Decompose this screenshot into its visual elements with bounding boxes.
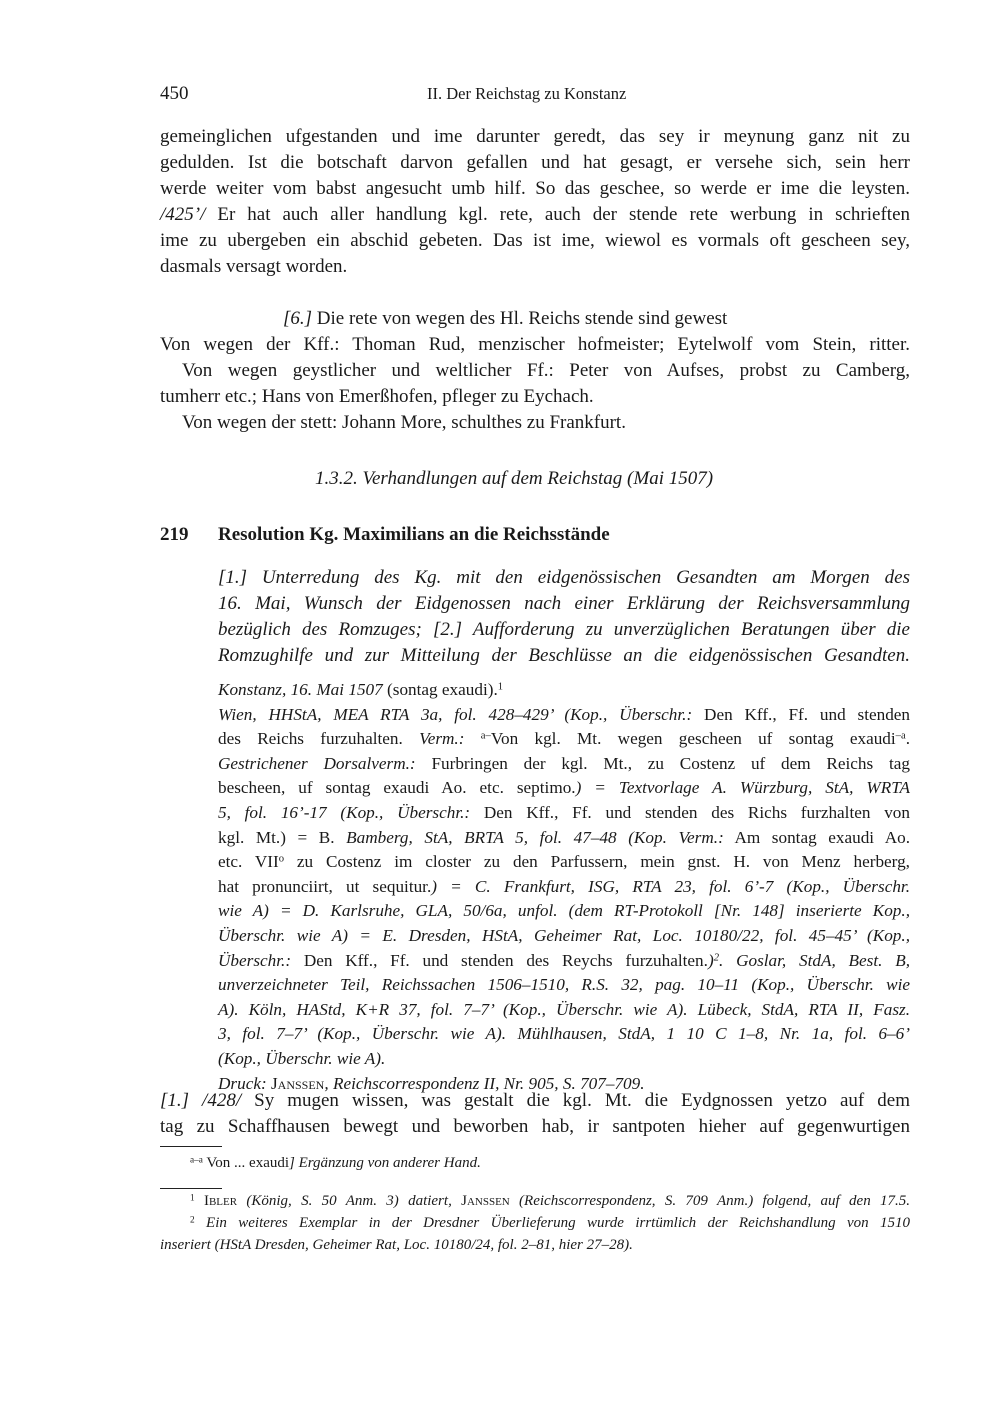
text-run: Ibler <box>203 1193 238 1209</box>
document-text <box>160 1088 910 1140</box>
text-run: ) = C. Frankfurt, ISG, RTA 23, fol. 6’-7 (Kop., Überschr. <box>431 876 910 896</box>
text-run: (Kop., Überschr. wie A). <box>218 1048 386 1068</box>
note-marker: –a <box>895 730 906 742</box>
note-marker: o <box>278 853 285 865</box>
text-run: Konstanz, 16. Mai 1507 <box>218 680 383 699</box>
text-run: , Reichscorrespondenz II, Nr. 905, S. 707–709. <box>324 1073 645 1093</box>
text-run: [1.] Unterredung des Kg. mit den eidgenössischen Gesandten am Morgen des <box>218 567 910 588</box>
section-6 <box>160 306 910 436</box>
text-run: 3, fol. 7–7’ (Kop., Überschr. wie A). Mühlhausen, StdA, 1 10 C 1–8, Nr. 1a, fol. 6–6’ <box>218 1024 910 1044</box>
text-run: A). Köln, HAStd, K+R 37, fol. 7–7’ (Kop., Überschr. wie A). Lübeck, StdA, RTA II, Fasz. <box>218 999 910 1019</box>
text-run: Die rete von wegen des Hl. Reichs stende sind gewest <box>312 308 728 329</box>
text-run: /425’/ <box>160 204 206 225</box>
text-run: des Reichs furzuhalten. <box>218 729 420 749</box>
text-line <box>218 973 910 998</box>
text-line <box>218 1047 910 1072</box>
text-run <box>464 729 480 748</box>
text-line <box>218 565 910 591</box>
text-run: (sontag exaudi). <box>382 680 498 699</box>
subsection-heading: 1.3.2. Verhandlungen auf dem Reichstag (Mai 1507) <box>315 468 714 489</box>
textual-note <box>160 1152 910 1174</box>
text-run: Von kgl. Mt. wegen gescheen uf sontag exaudi <box>490 729 896 749</box>
text-line <box>160 358 910 384</box>
text-run: Verm.: <box>419 729 465 749</box>
note-marker: 1 <box>497 681 504 693</box>
text-run: Janssen <box>461 1193 510 1209</box>
text-line <box>160 202 910 228</box>
text-line <box>218 850 910 875</box>
text-run: unverzeichneter Teil, Reichssachen 1506–1510, R.S. 32, pag. 10–11 (Kop., Überschr. wie <box>218 975 910 995</box>
text-run: zu Costenz im closter zu den Parfussern, mein gnst. H. von Menz herberg, <box>284 852 910 872</box>
text-run: Janssen <box>270 1073 325 1093</box>
text-run: Ein weiteres Exemplar in der Dresdner Überlieferung wurde irrtümlich der Reichshandlung von 1510 <box>194 1215 910 1231</box>
text-run: dasmals versagt worden. <box>160 256 348 277</box>
text-line <box>218 899 910 924</box>
text-run: [1.] /428/ <box>160 1090 242 1111</box>
text-run: Am sontag exaudi Ao. <box>723 827 911 847</box>
text-run: Den Kff., Ff. und stenden <box>692 704 911 724</box>
text-run: gedulden. Ist die botschaft darvon gefallen und hat gesagt, er versehe sich, sein herr <box>160 152 910 173</box>
page-number: 450 <box>160 83 189 104</box>
text-run: Den Kff., Ff. und stenden des Richs furzhalten von <box>470 802 910 822</box>
text-run: Gestrichener Dorsalverm.: <box>218 753 416 773</box>
text-run: . Goslar, StdA, Best. B, <box>719 950 910 970</box>
text-run <box>195 1193 204 1209</box>
text-run: Bamberg, StA, BRTA 5, fol. 47–48 (Kop. Verm.: <box>346 827 724 847</box>
note-marker: 1 <box>190 1193 195 1204</box>
text-run: (Reichscorrespondenz, S. 709 Anm.) folgend, auf den 17.5. <box>509 1193 910 1209</box>
text-run: ) = Textvorlage A. Würzburg, StA, WRTA <box>575 778 910 798</box>
footnotes <box>160 1190 910 1256</box>
text-line <box>160 410 910 436</box>
text-line <box>218 591 910 617</box>
text-run: [6.] <box>283 308 313 329</box>
text-run: wie A) = D. Karlsruhe, GLA, 50/6a, unfol. (dem RT-Protokoll [Nr. 148] inserierte Kop., <box>218 901 910 921</box>
text-line <box>218 998 910 1023</box>
text-run: Den Kff., Ff. und stenden des Reychs furzuhalten. <box>291 950 708 970</box>
text-line <box>218 703 910 728</box>
text-run: hat pronunciirt, ut sequitur. <box>218 876 432 896</box>
note-marker: 2 <box>190 1215 195 1226</box>
source-apparatus <box>218 678 910 1096</box>
text-line <box>218 875 910 900</box>
section-heading <box>160 306 910 332</box>
text-line <box>160 332 910 358</box>
text-run: 5, fol. 16’-17 (Kop., Überschr.: <box>218 802 471 822</box>
text-run: tumherr etc.; Hans von Emerßhofen, pfleger zu Eychach. <box>160 386 594 407</box>
text-run: Sy mugen wissen, was gestalt die kgl. Mt. die Eydgnossen yetzo auf dem <box>241 1090 910 1111</box>
text-line <box>160 176 910 202</box>
text-run: . <box>905 729 911 749</box>
footnote-rule <box>160 1188 222 1189</box>
note-marker: a– <box>480 730 491 742</box>
text-line <box>218 776 910 801</box>
note-marker: 2 <box>713 952 720 964</box>
text-line <box>218 801 910 826</box>
text-line <box>160 1088 910 1114</box>
document-number: 219 <box>160 524 189 545</box>
text-run: Druck: <box>218 1073 267 1093</box>
text-line <box>218 752 910 777</box>
text-line <box>218 1022 910 1047</box>
text-run: bezüglich des Romzuges; [2.] Aufforderung zu unverzüglichen Beratungen über die <box>218 619 910 640</box>
text-line <box>218 924 910 949</box>
running-title: II. Der Reichstag zu Konstanz <box>427 84 627 103</box>
note-marker: a–a <box>190 1155 203 1166</box>
text-line <box>218 643 910 669</box>
text-run: etc. VII <box>218 852 279 872</box>
text-line <box>160 254 910 280</box>
text-run: Überschr. wie A) = E. Dresden, HStA, Geheimer Rat, Loc. 10180/22, fol. 45–45’ (Kop., <box>218 925 910 945</box>
text-run: Von wegen der stett: Johann More, schulthes zu Frankfurt. <box>182 412 626 433</box>
text-run: Furbringen der kgl. Mt., zu Costenz uf dem Reichs tag <box>415 753 910 773</box>
text-line <box>218 826 910 851</box>
text-line <box>160 228 910 254</box>
text-run: bescheen, uf sontag exaudi Ao. etc. septimo. <box>218 778 576 798</box>
text-run: tag zu Schaffhausen bewegt und beworben hab, ir santpoten hieher auf gegenwurtigen <box>160 1116 910 1137</box>
text-run: werde weiter vom babst angesucht umb hilf. So das geschee, so werde er ime die leysten. <box>160 178 910 199</box>
text-run: ime zu ubergeben ein abschid gebeten. Das ist ime, wiewol es vormals oft gescheen sey, <box>160 230 910 251</box>
text-line <box>218 617 910 643</box>
text-run: Von ... exaudi <box>202 1155 290 1171</box>
text-run: 16. Mai, Wunsch der Eidgenossen nach einer Erklärung der Reichsversammlung <box>218 593 910 614</box>
text-run: Überschr.: <box>218 950 292 970</box>
text-run: Wien, HHStA, MEA RTA 3a, fol. 428–429’ (Kop., Überschr.: <box>218 704 693 724</box>
text-run: Romzughilfe und zur Mitteilung der Beschlüsse an die eidgenössischen Gesandten. <box>218 645 910 666</box>
text-run: Von wegen geystlicher und weltlicher Ff.: Peter von Aufses, probst zu Camberg, <box>182 360 910 381</box>
text-run: Von wegen der Kff.: Thoman Rud, menzischer hofmeister; Eytelwolf vom Stein, ritter. <box>160 334 910 355</box>
footnote <box>160 1234 910 1256</box>
text-run: ] Ergänzung von anderer Hand. <box>289 1155 481 1171</box>
footnote <box>160 1212 910 1234</box>
paragraph <box>160 124 910 280</box>
text-line <box>160 1152 910 1174</box>
text-run: kgl. Mt.) = B. <box>218 827 347 847</box>
text-line <box>160 1114 910 1140</box>
footnote <box>160 1190 910 1212</box>
text-line <box>218 678 910 703</box>
text-run: inseriert (HStA Dresden, Geheimer Rat, Loc. 10180/24, fol. 2–81, hier 27–28). <box>160 1237 633 1253</box>
text-line <box>218 949 910 974</box>
text-run: gemeinglichen ufgestanden und ime darunter geredt, das sey ir meynung ganz nit zu <box>160 126 910 147</box>
text-run: (König, S. 50 Anm. 3) datiert, <box>237 1193 462 1209</box>
text-line <box>160 124 910 150</box>
text-line <box>160 384 910 410</box>
text-run: ) <box>707 950 714 970</box>
document-title: Resolution Kg. Maximilians an die Reichsstände <box>218 524 610 545</box>
text-line <box>160 150 910 176</box>
document-summary <box>218 565 910 669</box>
text-run: Er hat auch aller handlung kgl. rete, auch der stende rete werbung in schrieften <box>205 204 910 225</box>
footnote-rule <box>160 1146 222 1147</box>
text-line <box>218 727 910 752</box>
